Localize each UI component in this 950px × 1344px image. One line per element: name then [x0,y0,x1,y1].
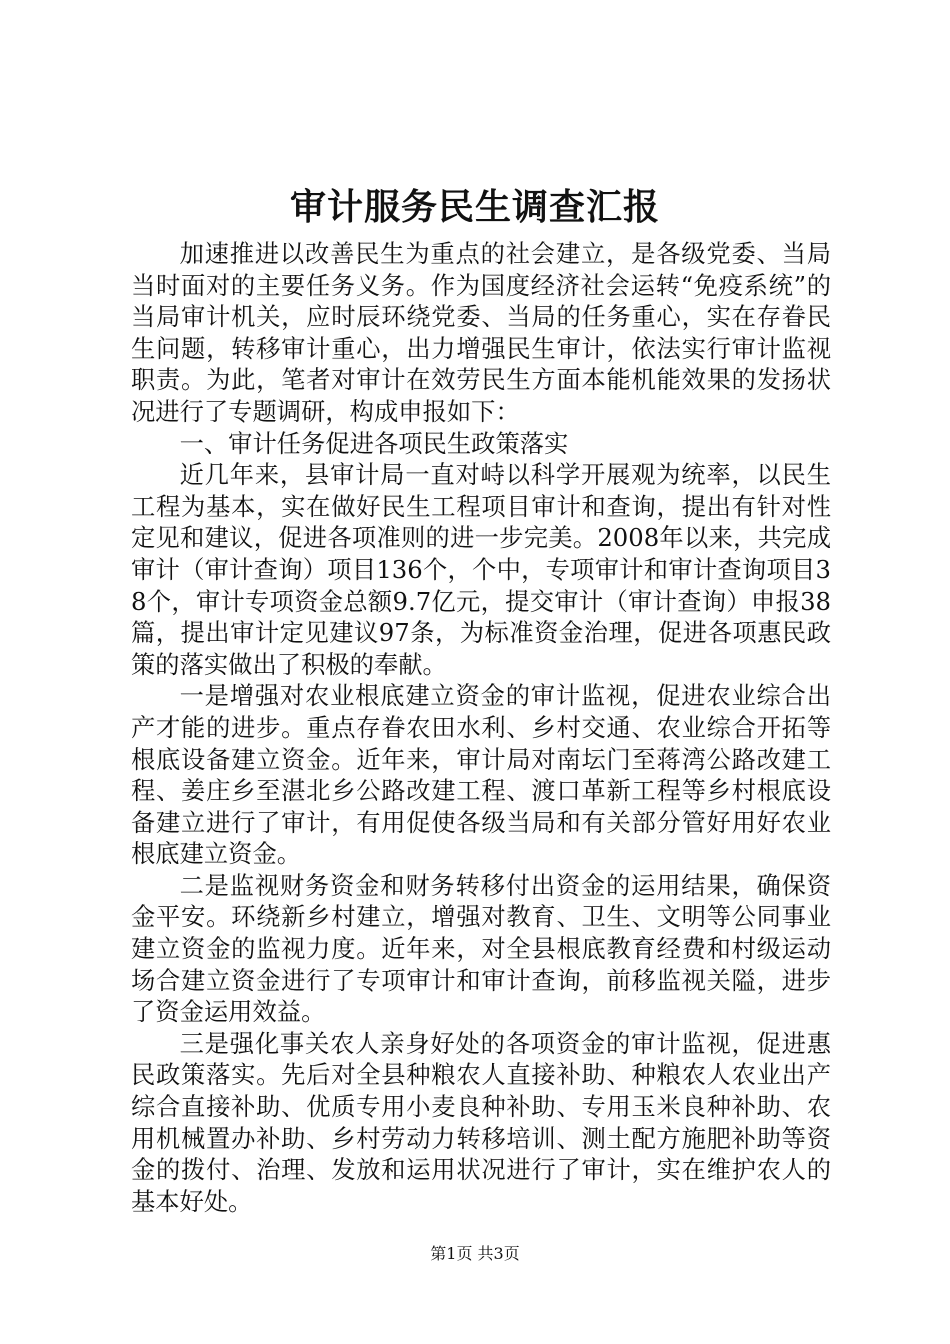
paragraph-point-3: 三是强化事关农人亲身好处的各项资金的审计监视，促进惠民政策落实。先后对全县种粮农人直接补助、种粮农人农业出产综合直接补助、优质专用小麦良种补助、专用玉米良种补助、农用机械置办补助、乡村劳动力转移培训、测土配方施肥补助等资金的拨付、治理、发放和运用状况进行了审计，实在维护农人的基本好处。 [131,1028,831,1216]
document-title: 审计服务民生调查汇报 [289,187,660,228]
paragraph-intro: 加速推进以改善民生为重点的社会建立，是各级党委、当局当时面对的主要任务义务。作为国度经济社会运转“免疫系统”的当局审计机关，应时辰环绕党委、当局的任务重心，实在存眷民生问题，转移审计重心，出力增强民生审计，依法实行审计监视职责。为此，笔者对审计在效劳民生方面本能机能效果的发扬状况进行了专题调研，构成申报如下： [131,239,831,426]
paragraph-overview: 近几年来，县审计局一直对峙以科学开展观为统率，以民生工程为基本，实在做好民生工程项目审计和查询，提出有针对性定见和建议，促进各项准则的进一步完美。2008年以来，共完成审计（审计查询）项目136个，个中，专项审计和审计查询项目38个，审计专项资金总额9.7亿元，提交审计（审计查询）申报38篇，提出审计定见建议97条，为标准资金治理，促进各项惠民政策的落实做出了积极的奉献。 [131,460,831,679]
paragraph-point-1: 一是增强对农业根底建立资金的审计监视，促进农业综合出产才能的进步。重点存眷农田水利、乡村交通、农业综合开拓等根底设备建立资金。近年来，审计局对南坛门至蒋湾公路改建工程、姜庄乡至湛北乡公路改建工程、渡口革新工程等乡村根底设备建立进行了审计，有用促使各级当局和有关部分管好用好农业根底建立资金。 [131,681,831,869]
paragraph-point-2: 二是监视财务资金和财务转移付出资金的运用结果，确保资金平安。环绕新乡村建立，增强对教育、卫生、文明等公同事业建立资金的监视力度。近年来，对全县根底教育经费和村级运动场合建立资金进行了专项审计和审计查询，前移监视关隘，进步了资金运用效益。 [131,870,831,1027]
section-heading-1: 一、审计任务促进各项民生政策落实 [179,428,569,458]
document-body [131,238,831,1217]
page-footer: 第1页 共3页 [430,1244,520,1263]
